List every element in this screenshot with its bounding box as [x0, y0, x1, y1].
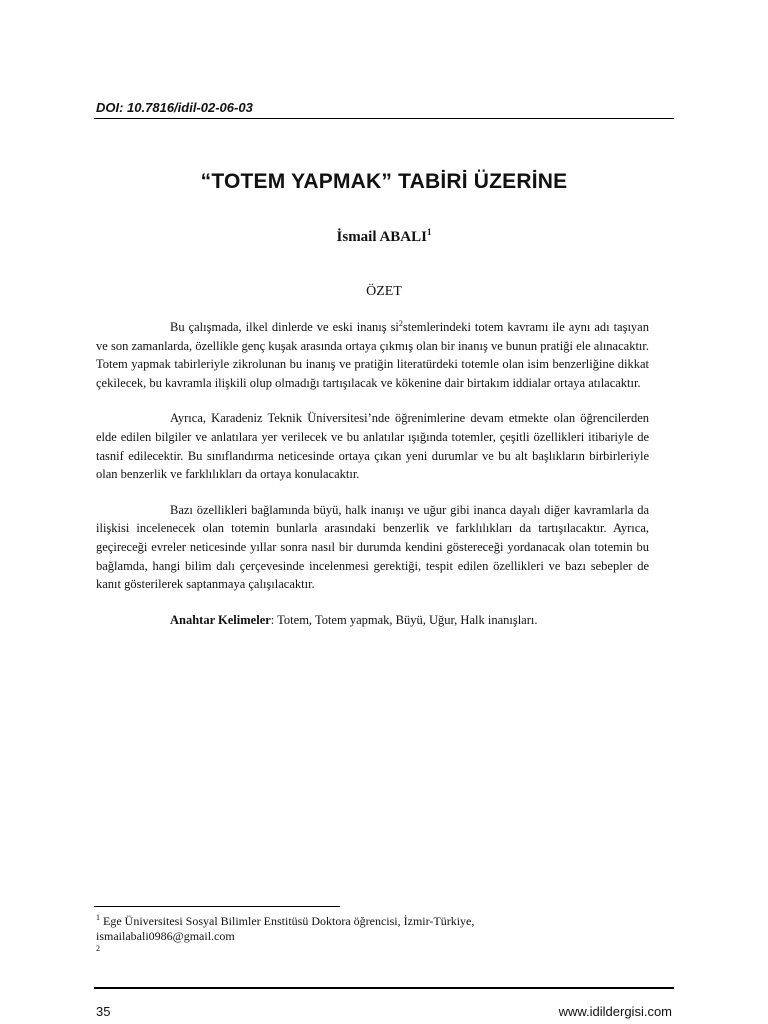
abstract-paragraph [96, 318, 649, 392]
footnote-marker: 1 [96, 913, 100, 922]
header-rule [94, 118, 674, 119]
abstract-paragraph: Bazı özellikleri bağlamında büyü, halk inanışı ve uğur gibi inanca dayalı diğer kavramlarla da ilişkisi incelenecek olan totemin bunlarla arasındaki benzerlik ve farklılıkları da tartışılacaktır. Ayrıca, geçireceği evreler neticesinde yıllar sonra nasıl bir durumda kendini göstereceği yordanacak olan totemin bu bağlamda, hangi bilim dalı çerçevesinde incelenmesi gerektiği, tespit edilen özellikleri ve bazı sebepler de kanıt gösterilerek saptanmaya çalışılacaktır. [96, 502, 649, 592]
author-name: İsmail ABALI [336, 229, 427, 245]
abstract-paragraph: Ayrıca, Karadeniz Teknik Üniversitesi’nde öğrenimlerine devam etmekte olan öğrencilerden elde edilen bilgiler ve anlatılara yer verilecek ve bu anlatılar ışığında totemler, çeşitli özellikleri itibariyle de tasnif edilecektir. Bu sınıflandırma neticesinde ortaya çıkan yeni durumlar ve bu alt başlıkların birbirleriyle olan benzerlik ve farklılıkları da ortaya konulacaktır. [96, 411, 649, 482]
footnote-text: Ege Üniversitesi Sosyal Bilimler Enstitüsü Doktora öğrencisi, İzmir-Türkiye, [100, 914, 475, 928]
keywords-line [96, 611, 649, 630]
article-title: “TOTEM YAPMAK” TABİRİ ÜZERİNE [200, 170, 568, 193]
footnote-2-marker: 2 [96, 944, 100, 953]
footer-rule [94, 987, 674, 989]
paragraph-text: stemlerindeki totem kavramı ile aynı adı taşıyan ve son zamanlarda, özellikle genç kuşak arasında ortaya çıkmış olan bir inanış ve bunun pratiği ele alınacaktır. Totem yapmak tabirleriyle zikrolunan bu inanış ve pratiğin literatürdeki totemle olan isim benzerliğine dikkat çekilecek, bu kavramla ilişkili olup olmadığı tartışılacak ve kökenine dair birtakım iddialar ortaya atılacaktır. [96, 320, 649, 390]
journal-website[interactable]: www.idildergisi.com [558, 1004, 672, 1019]
doi-label: DOI: 10.7816/idil-02-06-03 [96, 100, 253, 115]
author-line [94, 229, 674, 246]
footnote-ref[interactable]: 2 [398, 318, 403, 328]
footnote-email[interactable]: ismailabali0986@gmail.com [96, 929, 235, 943]
keywords-label: Anahtar Kelimeler [170, 612, 271, 627]
paragraph-text: Bu çalışmada, ilkel dinlerde ve eski inanış si [170, 320, 399, 334]
abstract-heading: ÖZET [366, 284, 402, 299]
page-number: 35 [96, 1004, 111, 1019]
footnote-1 [96, 914, 656, 929]
footnotes [96, 914, 656, 953]
keywords-text: : Totem, Totem yapmak, Büyü, Uğur, Halk inanışları. [270, 612, 538, 627]
footnote-separator [94, 906, 340, 907]
author-footnote-ref[interactable]: 1 [426, 227, 432, 237]
abstract-body [96, 318, 649, 646]
